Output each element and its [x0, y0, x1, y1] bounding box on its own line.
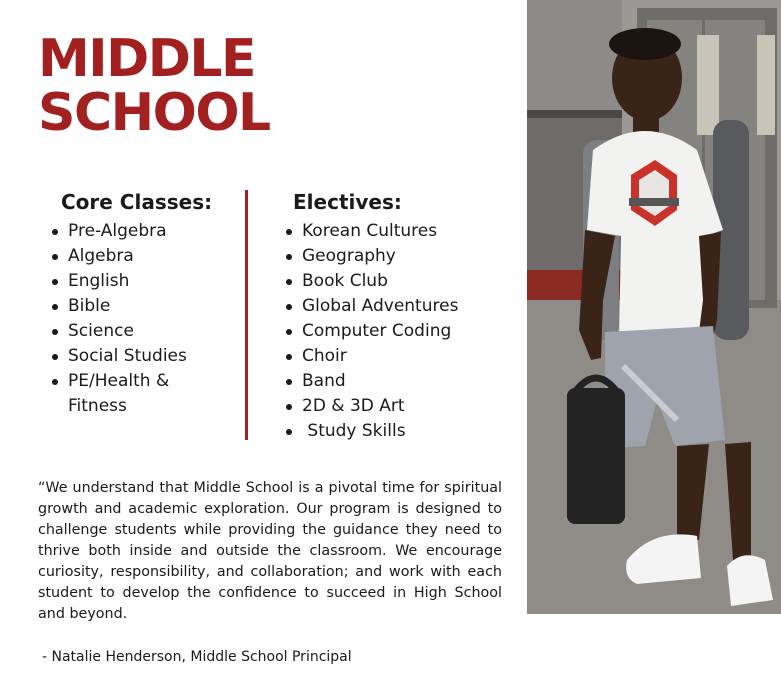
core-classes-heading: Core Classes: [61, 190, 213, 214]
core-class-item: PE/Health & [50, 369, 187, 394]
elective-item: Book Club [284, 269, 458, 294]
core-class-item: Social Studies [50, 344, 187, 369]
principal-quote: “We understand that Middle School is a pivotal time for spiritual growth and academic exploration. Our program is designed to challenge students while providing the guidance they need to thrive both inside and outside the classroom. We encourage curiosity, responsibility, and collaboration; and work with each student to develop the confidence to succeed in High School and beyond. [38, 480, 502, 622]
elective-item: Geography [284, 244, 458, 269]
elective-item: Study Skills [284, 419, 458, 444]
core-class-item: Science [50, 319, 187, 344]
elective-item: Computer Coding [284, 319, 458, 344]
student-photo [527, 0, 781, 614]
page-title [38, 29, 270, 143]
elective-item: Band [284, 369, 458, 394]
elective-item: 2D & 3D Art [284, 394, 458, 419]
elective-item: Korean Cultures [284, 219, 458, 244]
quote-attribution: - Natalie Henderson, Middle School Principal [42, 649, 352, 665]
core-class-item: Bible [50, 294, 187, 319]
core-classes-list [50, 219, 187, 419]
core-class-item-continued: Fitness [68, 396, 127, 416]
core-class-item: Pre-Algebra [50, 219, 187, 244]
elective-item: Choir [284, 344, 458, 369]
electives-list [284, 219, 458, 444]
core-class-item: English [50, 269, 187, 294]
title-line-2: SCHOOL [38, 83, 270, 143]
column-divider [245, 190, 248, 440]
elective-item: Global Adventures [284, 294, 458, 319]
core-class-item: Algebra [50, 244, 187, 269]
electives-heading: Electives: [293, 190, 402, 214]
title-line-1: MIDDLE [38, 29, 256, 89]
